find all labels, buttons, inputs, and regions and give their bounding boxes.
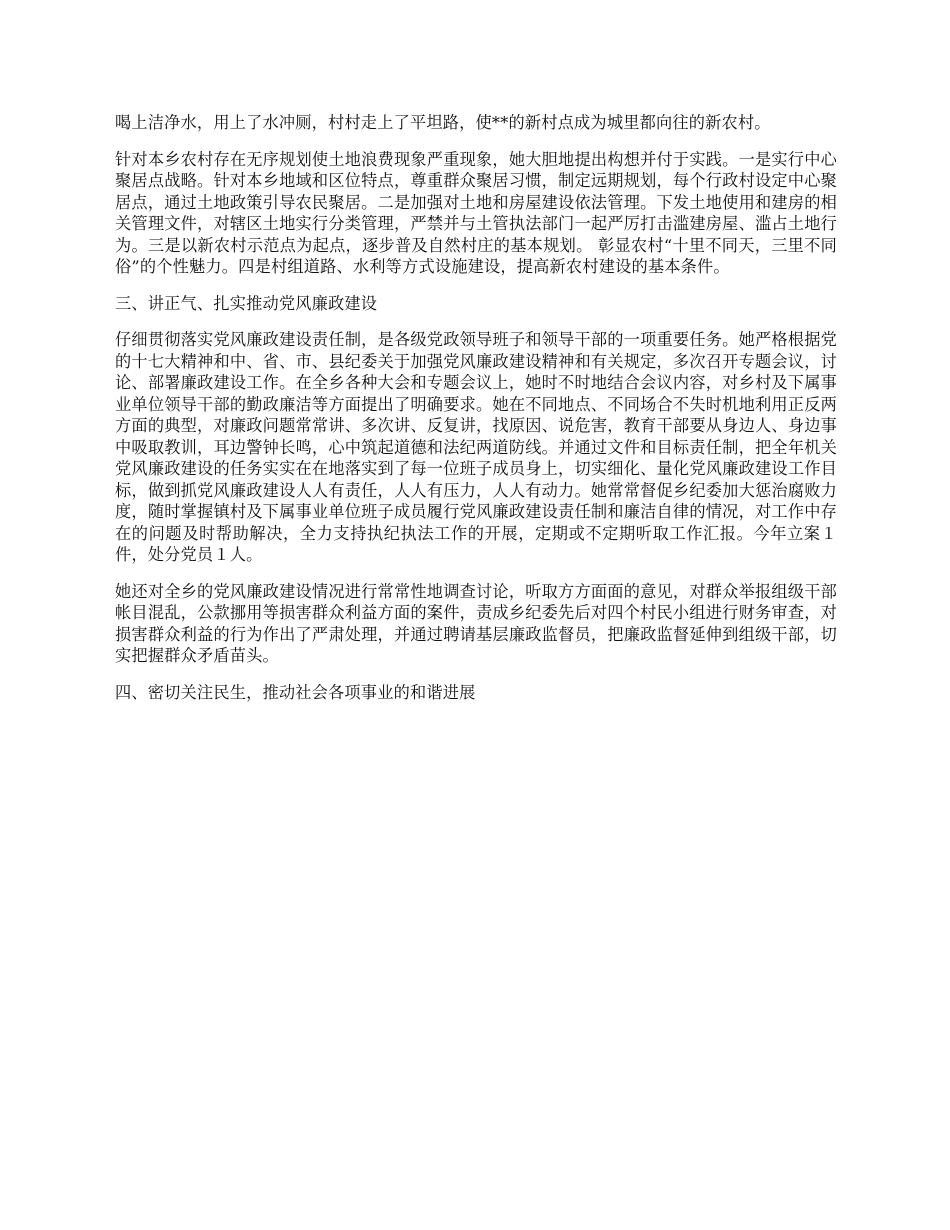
paragraph-integrity-responsibility: 仔细贯彻落实党风廉政建设责任制，是各级党政领导班子和领导干部的一项重要任务。她严格根据党的十七大精神和中、省、市、县纪委关于加强党风廉政建设精神和有关规定，多次召开专题会议，讨论、部署廉政建设工作。在全乡各种大会和专题会议上，她时不时地结合会议内容，对乡村及下属事业单位领导干部的勤政廉洁等方面提出了明确要求。她在不同地点、不同场合不失时机地利用正反两方面的典型，对廉政问题常常讲、多次讲、反复讲，找原因、说危害，教育干部要从身边人、身边事中吸取教训，耳边警钟长鸣，心中筑起道德和法纪两道防线。并通过文件和目标责任制，把全年机关党风廉政建设的任务实实在在地落实到了每一位班子成员身上，切实细化、量化党风廉政建设工作目标，做到抓党风廉政建设人人有责任，人人有压力，人人有动力。她常常督促乡纪委加大惩治腐败力度，随时掌握镇村及下属事业单位班子成员履行党风廉政建设责任制和廉洁自律的情况，对工作中存在的问题及时帮助解决，全力支持执纪执法工作的开展，定期或不定期听取工作汇报。今年立案１件，处分党员１人。	[115, 330, 837, 564]
paragraph-integrity-investigation: 她还对全乡的党风廉政建设情况进行常常性地调查讨论，听取方方面面的意见，对群众举报组级干部帐目混乱，公款挪用等损害群众利益方面的案件，责成乡纪委先后对四个村民小组进行财务审查，对损害群众利益的行为作出了严肃处理，并通过聘请基层廉政监督员，把廉政监督延伸到组级干部，切实把握群众矛盾苗头。	[115, 581, 837, 665]
section-heading-livelihood: 四、密切关注民生，推动社会各项事业的和谐进展	[115, 682, 476, 702]
section-heading-integrity: 三、讲正气、扎实推动党风廉政建设	[115, 293, 378, 313]
document-page	[115, 112, 837, 718]
paragraph-clean-water: 喝上洁净水，用上了水冲厕，村村走上了平坦路，使**的新村点成为城里都向往的新农村。	[115, 113, 771, 132]
paragraph-land-planning: 针对本乡农村存在无序规划使土地浪费现象严重现象，她大胆地提出构想并付于实践。一是实行中心聚居点战略。针对本乡地域和区位特点，尊重群众聚居习惯，制定远期规划，每个行政村设定中心聚居点，通过土地政策引导农民聚居。二是加强对土地和房屋建设依法管理。下发土地使用和建房的相关管理文件，对辖区土地实行分类管理，严禁并与土管执法部门一起严厉打击滥建房屋、滥占土地行为。三是以新农村示范点为起点，逐步普及自然村庄的基本规划。 彰显农村“十里不同天，三里不同俗”的个性魅力。四是村组道路、水利等方式设施建设，提高新农村建设的基本条件。	[115, 149, 837, 276]
